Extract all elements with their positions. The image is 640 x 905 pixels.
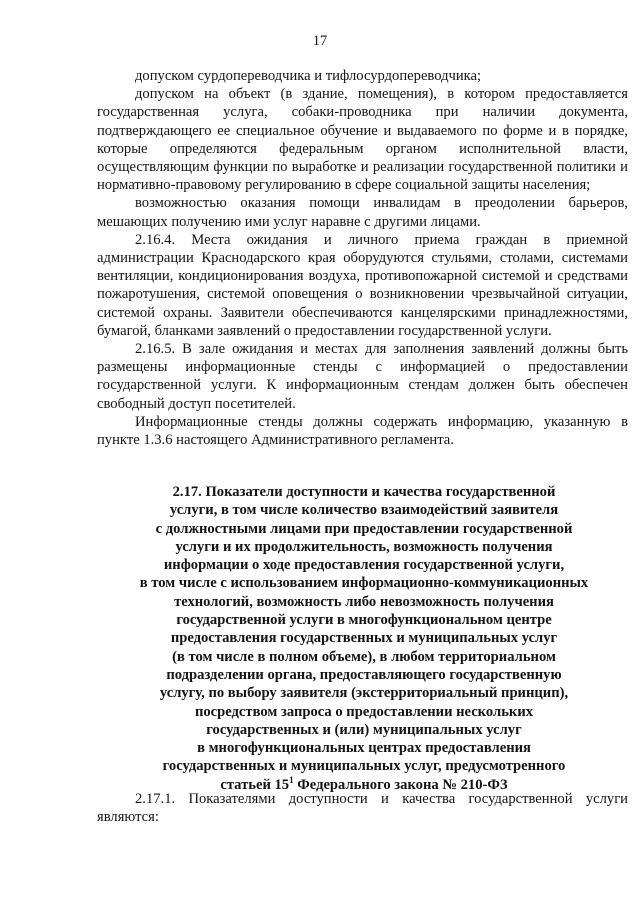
paragraph: Информационные стенды должны содержать информацию, указанную в пункте 1.3.6 настоящего Административного регламента. — [97, 413, 628, 449]
heading-line: технологий, возможность либо невозможность получения — [174, 593, 554, 610]
paragraph: возможностью оказания помощи инвалидам в преодолении барьеров, мешающих получению ими услуг наравне с другими лицами. — [97, 195, 628, 230]
heading-line: услуги, в том числе количество взаимодействий заявителя — [169, 502, 559, 519]
heading-line: информации о ходе предоставления государственной услуги, — [163, 557, 565, 574]
paragraph: 2.17.1. Показателями доступности и качества государственной услуги являются: — [97, 791, 628, 826]
paragraph: допуском сурдопереводчика и тифлосурдопереводчика; — [135, 68, 482, 84]
body-text — [97, 67, 628, 449]
heading-line: государственных и муниципальных услуг, предусмотренного — [162, 758, 566, 775]
heading-line: в многофункциональных центрах предоставления — [197, 740, 531, 757]
tail-text — [97, 790, 628, 826]
heading-line: государственных и (или) муниципальных услуг — [206, 721, 522, 738]
heading-line: 2.17. Показатели доступности и качества государственной — [172, 484, 556, 500]
heading-line: (в том числе в полном объеме), в любом территориальном — [172, 648, 556, 665]
heading-line: государственной услуги в многофункциональном центре — [176, 612, 552, 629]
superscript: 1 — [289, 774, 294, 785]
heading-line: услугу, по выбору заявителя (экстерриториальный принцип), — [159, 685, 569, 702]
heading-line: с должностными лицами при предоставлении государственной — [155, 520, 573, 537]
heading-line: подразделении органа, предоставляющего государственную — [166, 666, 562, 683]
section-heading — [120, 483, 608, 794]
heading-line: в том числе с использованием информационно-коммуникационных — [139, 575, 589, 592]
heading-text: Федерального закона № 210-ФЗ — [293, 776, 508, 793]
heading-line: услуги и их продолжительность, возможность получения — [175, 538, 553, 555]
paragraph: допуском на объект (в здание, помещения), в котором предоставляется государственная услуга, собаки-проводника при наличии документа, подтверждающего ее специальное обучение и выдаваемого по форме и в порядке, которые определяются федеральным органом исполнительной власти, осуществляющим функции по выработке и реализации государственной политики и нормативно-правовому регулированию в сфере социальной защиты населения; — [97, 86, 628, 194]
page-number: 17 — [312, 33, 328, 49]
paragraph: 2.16.5. В зале ожидания и местах для заполнения заявлений должны быть размещены информационные стенды с информацией о предоставлении государственной услуги. К информационным стендам должен быть обеспечен свободный доступ посетителей. — [97, 341, 628, 412]
paragraph: 2.16.4. Места ожидания и личного приема граждан в приемной администрации Краснодарского края оборудуются стульями, столами, системами вентиляции, кондиционирования воздуха, противопожарной системой и средствами пожаротушения, системой оповещения о возникновении чрезвычайной ситуации, системой охраны. Заявители обеспечиваются канцелярскими принадлежностями, бумагой, бланками заявлений о предоставлении государственной услуги. — [97, 231, 628, 339]
heading-line: предоставления государственных и муниципальных услуг — [170, 630, 558, 647]
heading-text: статьей 15 — [220, 776, 290, 793]
heading-line: посредством запроса о предоставлении нескольких — [194, 703, 534, 720]
